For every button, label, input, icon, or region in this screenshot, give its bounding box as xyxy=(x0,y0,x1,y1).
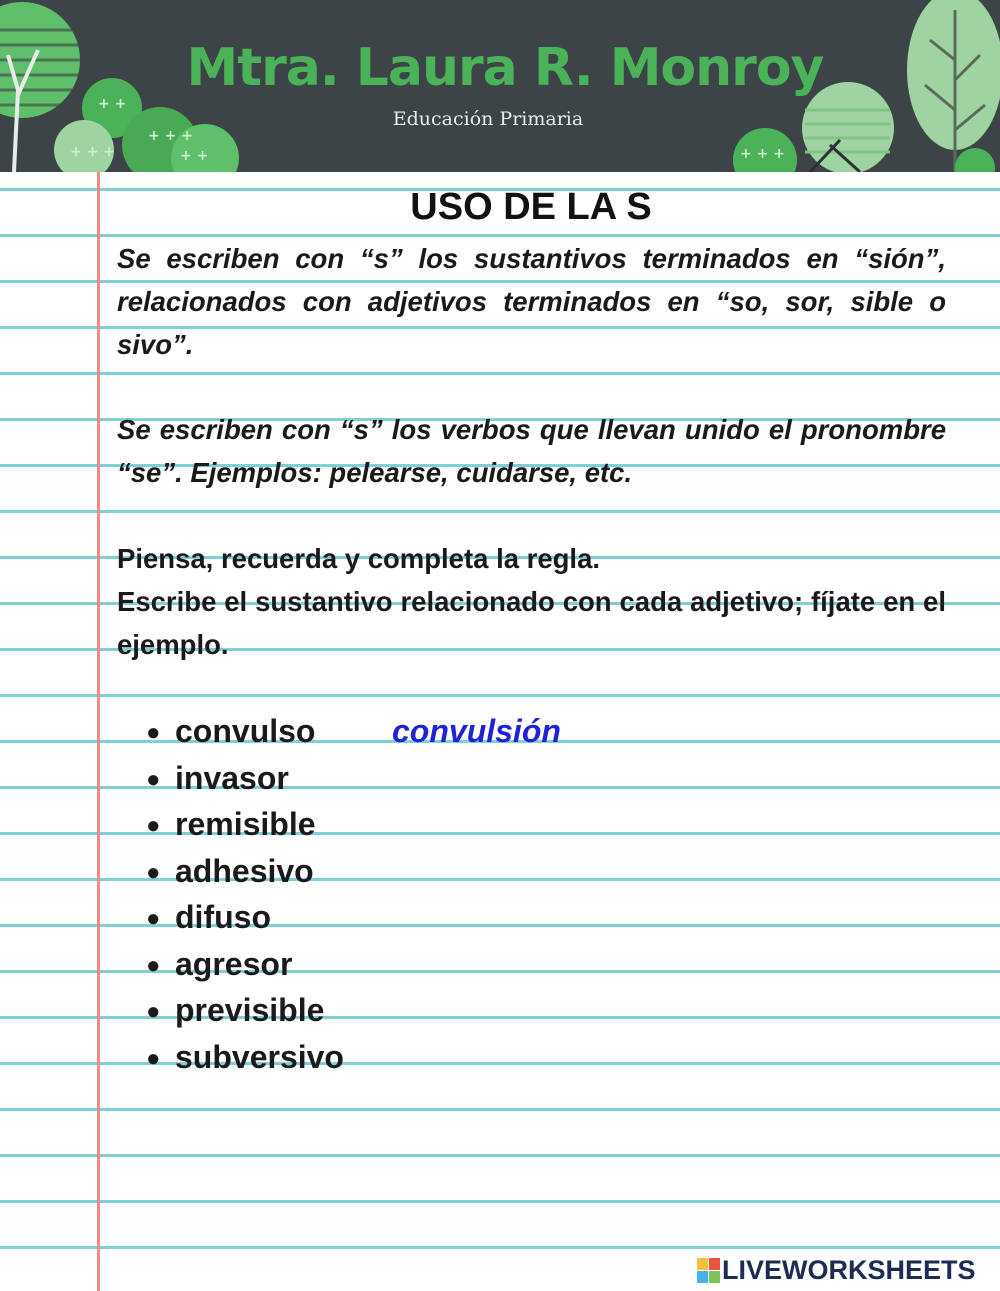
adjective-word: convulso xyxy=(175,713,316,749)
svg-text:+ + +: + + + xyxy=(740,146,785,162)
list-item xyxy=(146,801,344,848)
liveworksheets-logo-icon xyxy=(697,1258,720,1283)
list-item xyxy=(146,755,344,802)
worksheet-title: USO DE LA S xyxy=(410,186,652,228)
svg-text:+ +: + + xyxy=(98,96,127,112)
svg-text:+ + +: + + + xyxy=(148,128,193,144)
adjective-word: previsible xyxy=(175,992,325,1028)
rule-paragraph-1: Se escriben con “s” los sustantivos terminados en “sión”, relacionados con adjetivos terminados en “so, sor, sible o sivo”. xyxy=(117,243,946,360)
adjective-word: subversivo xyxy=(175,1038,344,1075)
rule-paragraph-2: Se escriben con “s” los verbos que llevan unido el pronombre “se”. Ejemplos: pelearse, cuidarse, etc. xyxy=(117,414,946,488)
teacher-name-title: Mtra. Laura R. Monroy xyxy=(186,38,824,98)
header-banner xyxy=(0,0,1000,172)
liveworksheets-logo[interactable] xyxy=(697,1255,976,1285)
school-level-subtitle: Educación Primaria xyxy=(392,108,584,130)
answer-field[interactable]: convulsión xyxy=(392,713,561,749)
bullet-icon: ● xyxy=(146,765,161,793)
bullet-icon: ● xyxy=(146,951,161,979)
svg-text:+ +: + + xyxy=(180,148,209,164)
list-item xyxy=(146,708,561,755)
adjective-list xyxy=(146,708,561,1080)
adjective-word: difuso xyxy=(175,899,271,935)
adjective-word: agresor xyxy=(175,945,293,982)
bullet-icon: ● xyxy=(146,905,161,932)
list-item xyxy=(146,848,344,895)
instruction-line: Piensa, recuerda y completa la regla. xyxy=(117,543,601,574)
adjective-word: remisible xyxy=(175,806,316,842)
bullet-icon: ● xyxy=(146,1044,161,1072)
list-item xyxy=(146,1034,344,1081)
bullet-icon: ● xyxy=(146,719,161,746)
instruction-paragraph: Escribe el sustantivo relacionado con cada adjetivo; fíjate en el ejemplo. xyxy=(117,586,946,660)
bullet-icon: ● xyxy=(146,812,161,839)
list-item xyxy=(146,941,344,988)
bullet-icon: ● xyxy=(146,858,161,886)
logo-text: LIVEWORKSHEETS xyxy=(722,1254,976,1285)
margin-line xyxy=(97,172,100,1291)
adjective-word: invasor xyxy=(175,759,289,796)
adjective-word: adhesivo xyxy=(175,852,314,889)
list-item xyxy=(146,987,344,1034)
bullet-icon: ● xyxy=(146,998,161,1025)
svg-text:+ + +: + + + xyxy=(70,144,115,160)
list-item xyxy=(146,894,344,941)
